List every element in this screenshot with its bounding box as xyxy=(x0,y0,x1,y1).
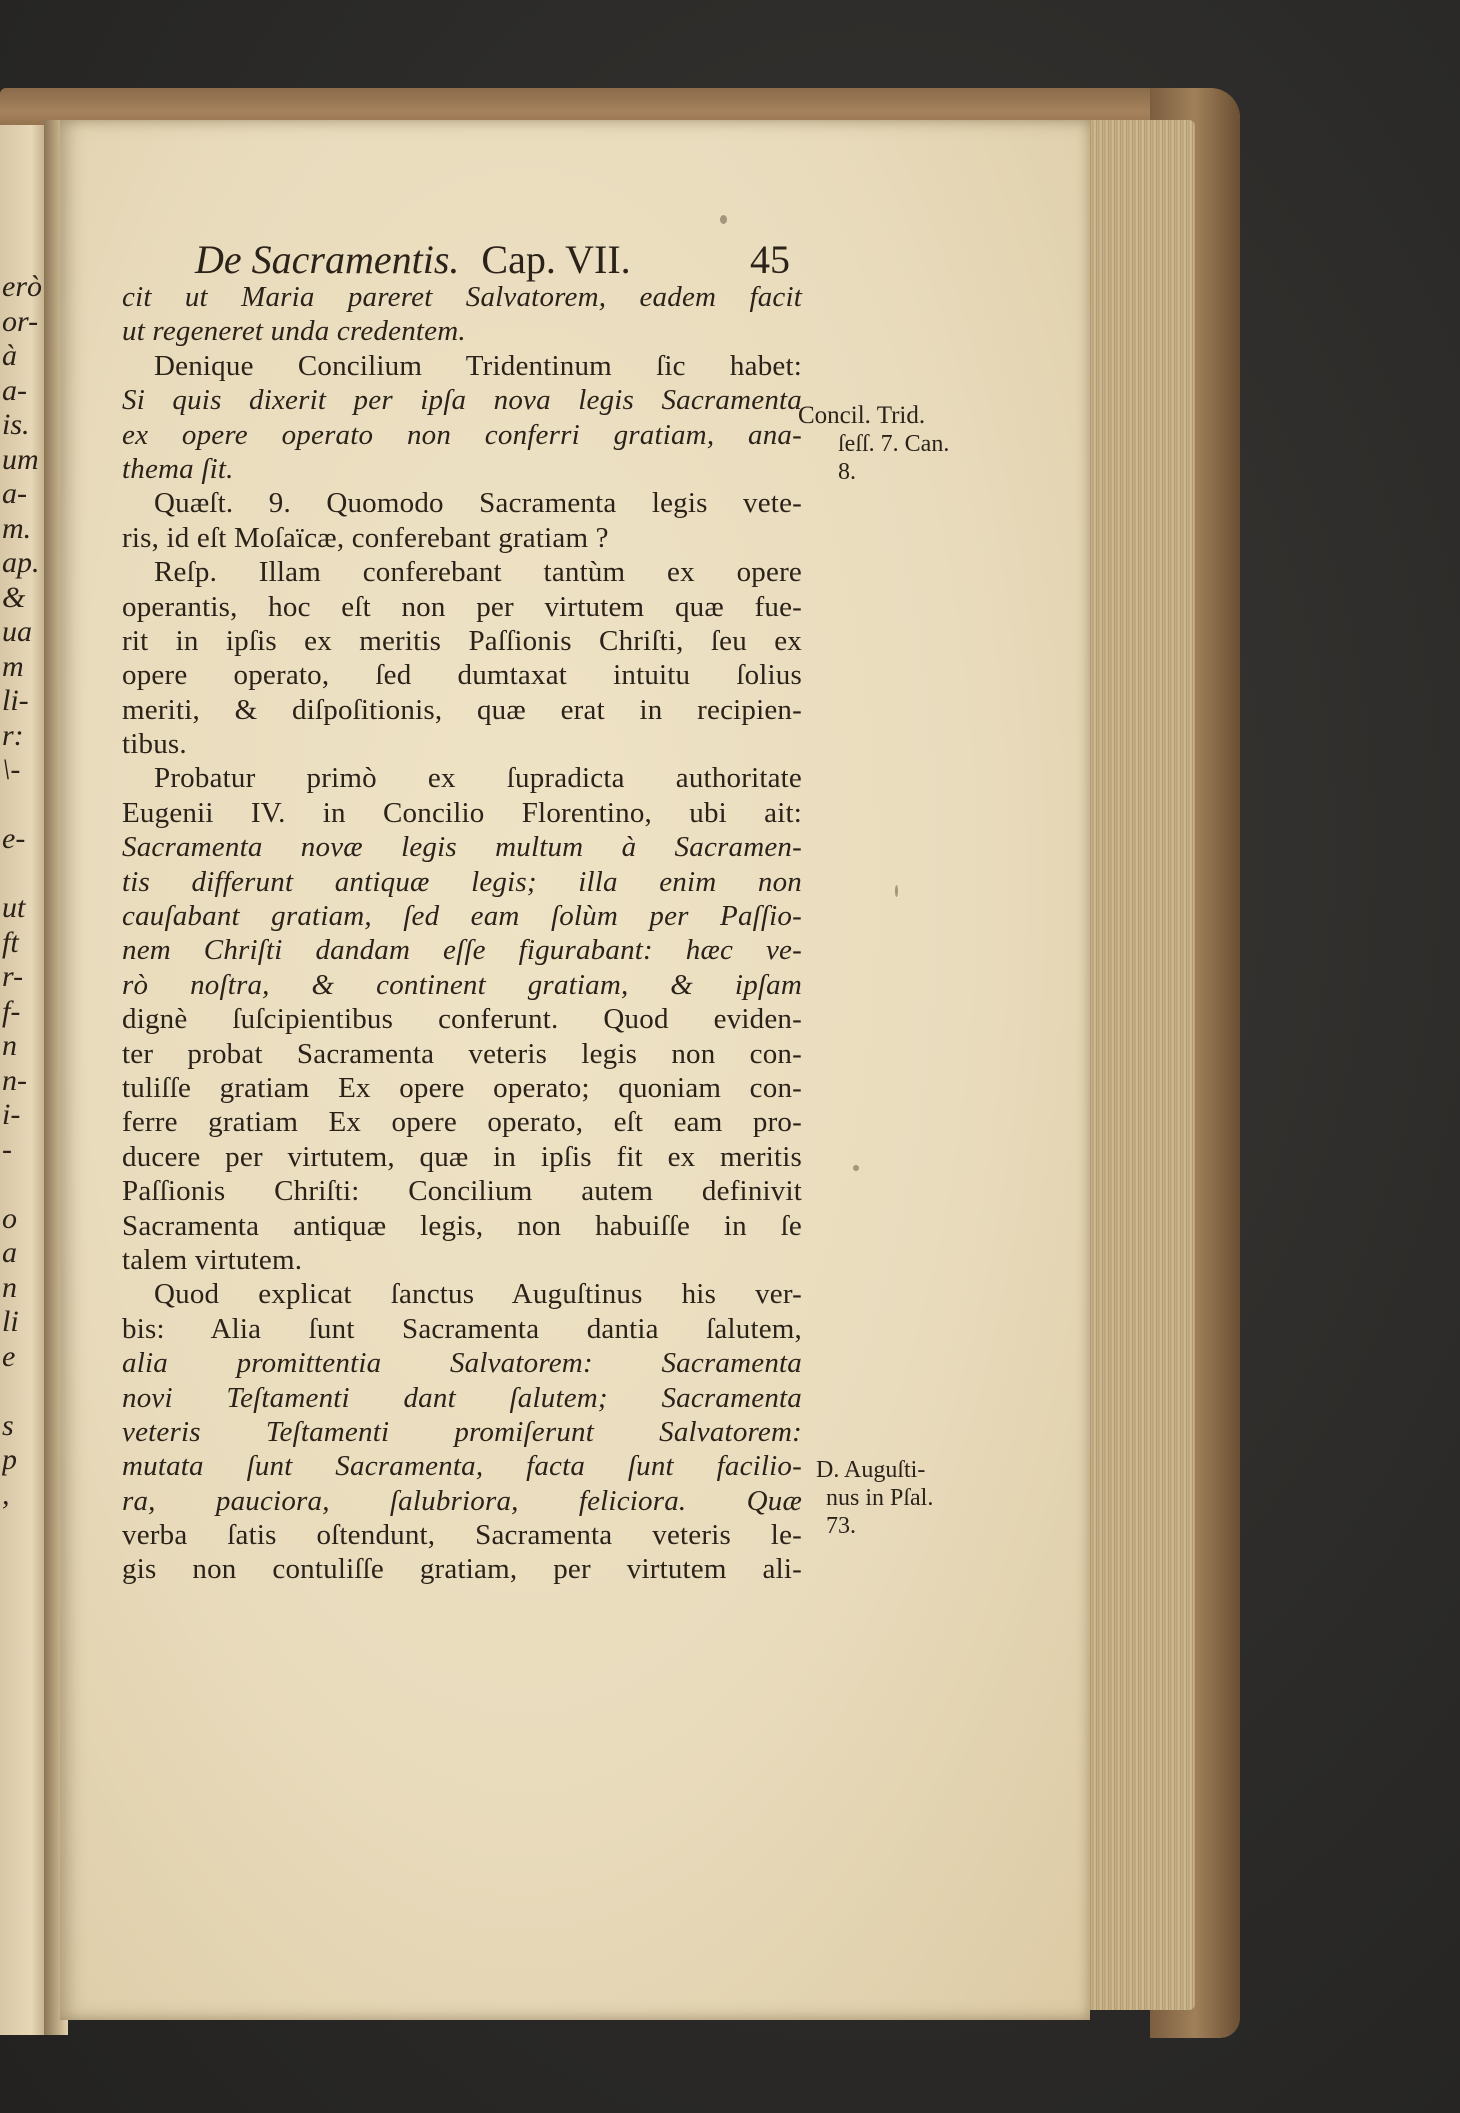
text-line: Eugenii IV. in Concilio Florentino, ubi ait: xyxy=(122,796,802,829)
running-head-chapter: Cap. VII. xyxy=(481,237,631,282)
left-page-text-fragments xyxy=(2,270,46,1581)
left-fragment: e- xyxy=(2,822,26,855)
left-fragment: - xyxy=(2,1132,12,1166)
left-fragment xyxy=(2,1167,46,1202)
text-line: alia promittentia Salvatorem: Sacramenta xyxy=(122,1347,802,1380)
margin-note-concil xyxy=(798,402,949,486)
text-line: rit in ipſis ex meritis Paſſionis Chriſti, ſeu ex xyxy=(122,624,802,657)
left-fragment xyxy=(2,1512,46,1547)
paper-speck xyxy=(720,215,727,224)
left-fragment: or- xyxy=(2,304,39,338)
text-line: veteris Teſtamenti promiſerunt Salvatorem: xyxy=(122,1415,802,1448)
text-line: nem Chriſti dandam eſſe figurabant: hæc ve- xyxy=(122,934,802,967)
text-line: ris, id eſt Moſaïcæ, conferebant gratiam ? xyxy=(122,521,609,554)
left-fragment: , xyxy=(2,1477,10,1511)
left-fragment: m. xyxy=(2,511,32,545)
body-text xyxy=(122,280,802,1587)
text-line: tis differunt antiquæ legis; illa enim non xyxy=(122,865,802,898)
left-fragment: o xyxy=(2,1201,17,1235)
paper-speck xyxy=(895,885,898,897)
margin-note-line: 8. xyxy=(838,459,856,485)
page-number: 45 xyxy=(750,237,790,282)
text-line: thema ſit. xyxy=(122,452,234,485)
left-fragment: i- xyxy=(2,1098,21,1131)
left-fragment: & xyxy=(2,580,26,614)
text-line: gis non contuliſſe gratiam, per virtutem ali- xyxy=(122,1553,802,1586)
text-line: bis: Alia ſunt Sacramenta dantia ſalutem, xyxy=(122,1312,802,1345)
text-line: Si quis dixerit per ipſa nova legis Sacramenta xyxy=(122,384,802,417)
text-line: tuliſſe gratiam Ex opere operato; quoniam con- xyxy=(122,1071,802,1104)
left-fragment: a- xyxy=(2,373,27,407)
text-line: opere operato, ſed dumtaxat intuitu ſolius xyxy=(122,659,802,692)
left-fragment xyxy=(2,1374,46,1409)
text-line: mutata ſunt Sacramenta, facta ſunt facilio- xyxy=(122,1450,802,1483)
text-line: tibus. xyxy=(122,728,187,761)
left-fragment: ft xyxy=(2,925,19,959)
left-fragment: s xyxy=(2,1408,14,1442)
page-fore-edge xyxy=(1085,120,1195,2010)
text-line: Sacramenta novæ legis multum à Sacramen- xyxy=(122,831,802,864)
left-fragment xyxy=(2,1547,46,1582)
left-fragment: m xyxy=(2,649,24,683)
text-line: ut regeneret unda credentem. xyxy=(122,315,466,348)
left-fragment: \- xyxy=(2,753,21,786)
text-line: Quæſt. 9. Quomodo Sacramenta legis vete- xyxy=(154,487,802,520)
margin-note-augustine xyxy=(816,1456,933,1540)
left-fragment: is. xyxy=(2,408,30,441)
text-line: verba ſatis oſtendunt, Sacramenta veteris le- xyxy=(122,1519,802,1552)
left-fragment: r- xyxy=(2,960,24,993)
left-fragment: a- xyxy=(2,477,27,510)
text-line: Quod explicat ſanctus Auguſtinus his ver- xyxy=(154,1278,802,1311)
left-fragment: erò xyxy=(2,270,42,303)
left-fragment: ut xyxy=(2,891,26,924)
left-fragment: n- xyxy=(2,1063,27,1097)
left-fragment: um xyxy=(2,442,39,476)
text-line: talem virtutem. xyxy=(122,1243,303,1276)
left-fragment: li xyxy=(2,1305,19,1338)
left-fragment: f- xyxy=(2,994,21,1028)
left-fragment: n xyxy=(2,1029,17,1062)
left-fragment: r: xyxy=(2,718,24,752)
text-line: Probatur primò ex ſupradicta authoritate xyxy=(154,762,802,795)
left-fragment: p xyxy=(2,1443,17,1476)
text-line: meriti, & diſpoſitionis, quæ erat in recipien- xyxy=(122,693,802,726)
text-line: cauſabant gratiam, ſed eam ſolùm per Paſſio- xyxy=(122,900,802,933)
margin-note-line: 73. xyxy=(826,1513,856,1539)
margin-note-line: D. Auguſti- xyxy=(816,1457,926,1483)
text-line: Sacramenta antiquæ legis, non habuiſſe in ſe xyxy=(122,1209,802,1242)
margin-note-line: Concil. Trid. xyxy=(798,402,926,429)
running-head-title: De Sacramentis. xyxy=(195,237,460,282)
running-head xyxy=(195,236,805,284)
text-line: cit ut Maria pareret Salvatorem, eadem facit xyxy=(122,281,802,313)
text-line: ter probat Sacramenta veteris legis non con- xyxy=(122,1037,802,1070)
paper-speck xyxy=(853,1165,859,1171)
text-line: Reſp. Illam conferebant tantùm ex opere xyxy=(154,556,802,589)
left-fragment xyxy=(2,857,46,892)
text-line: ra, pauciora, ſalubriora, feliciora. Quæ xyxy=(122,1484,802,1517)
margin-note-line: ſeſſ. 7. Can. xyxy=(838,431,950,457)
left-fragment: e xyxy=(2,1339,16,1373)
text-line: Denique Concilium Tridentinum ſic habet: xyxy=(154,349,802,382)
text-line: dignè ſuſcipientibus conferunt. Quod eviden- xyxy=(122,1003,802,1036)
text-line: ferre gratiam Ex opere operato, eſt eam pro- xyxy=(122,1106,802,1139)
left-fragment: n xyxy=(2,1270,17,1304)
left-fragment: ua xyxy=(2,615,32,648)
left-fragment: a xyxy=(2,1236,17,1269)
text-line: rò noſtra, & continent gratiam, & ipſam xyxy=(122,968,802,1001)
text-line: operantis, hoc eſt non per virtutem quæ fue- xyxy=(122,590,802,623)
left-fragment xyxy=(2,788,46,823)
text-line: ducere per virtutem, quæ in ipſis fit ex meritis xyxy=(122,1140,802,1173)
left-fragment: à xyxy=(2,339,17,372)
text-line: ex opere operato non conferri gratiam, ana- xyxy=(122,418,802,451)
left-fragment: li- xyxy=(2,684,29,717)
margin-note-line: nus in Pſal. xyxy=(826,1485,934,1511)
text-line: Paſſionis Chriſti: Concilium autem definivit xyxy=(122,1175,802,1208)
left-fragment: ap. xyxy=(2,546,40,579)
text-line: novi Teſtamenti dant ſalutem; Sacramenta xyxy=(122,1381,802,1414)
